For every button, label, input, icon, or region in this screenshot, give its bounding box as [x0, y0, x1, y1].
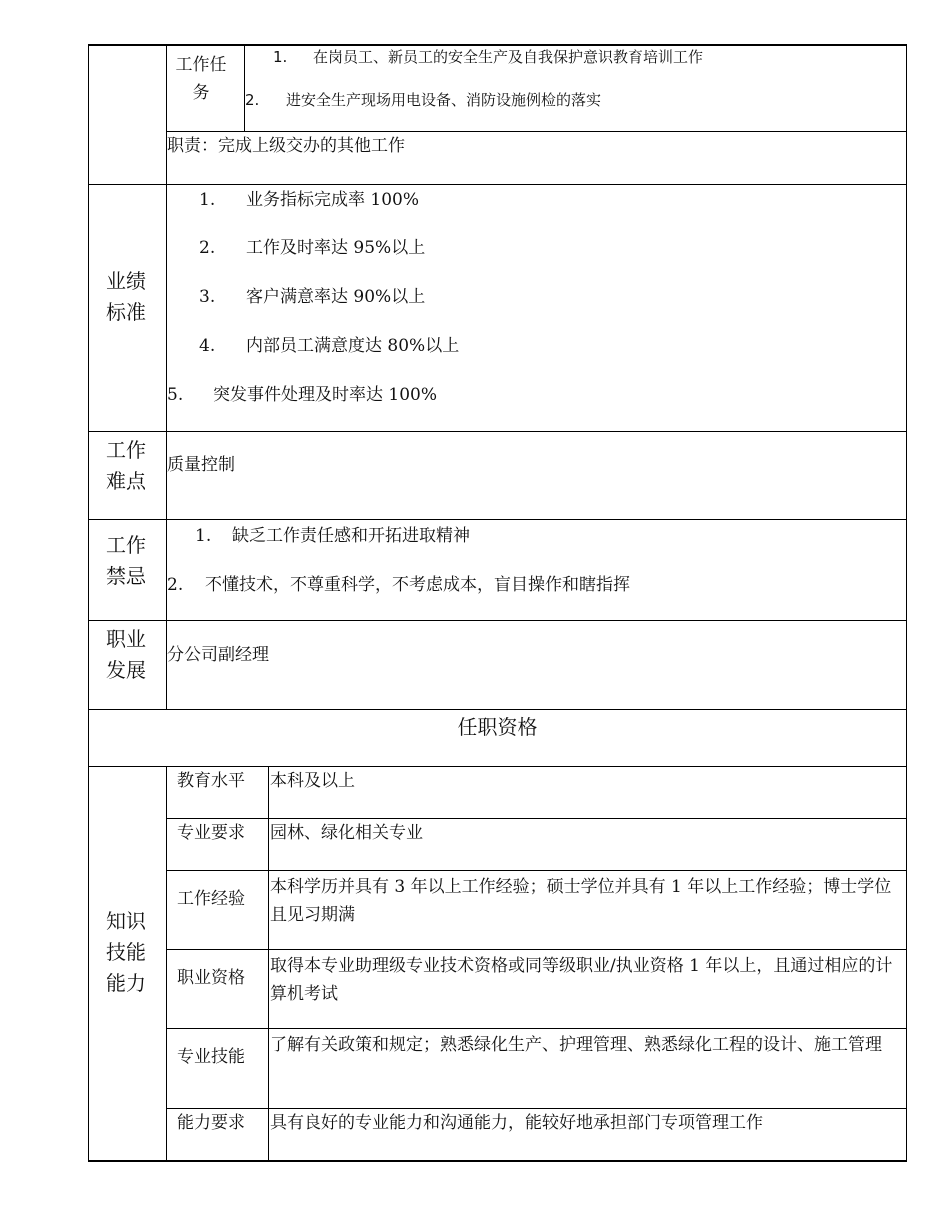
qualification-side-label-line3: 能力: [106, 971, 146, 995]
performance-item-3-num: 3.: [199, 287, 216, 307]
qualification-side-label-line2: 技能: [106, 940, 146, 964]
section-divider-3: [88, 519, 907, 520]
section-divider-4: [88, 620, 907, 621]
taboo-label-line1: 工作: [106, 533, 146, 557]
task-row-divider: [166, 131, 907, 132]
section-divider-2: [88, 431, 907, 432]
qualification-row-5-label: 专业技能: [177, 1047, 245, 1067]
taboo-label-line2: 禁忌: [106, 564, 146, 588]
qualification-row-3-label: 工作经验: [177, 889, 245, 909]
task-item-1-text: 在岗员工、新员工的安全生产及自我保护意识教育培训工作: [313, 48, 704, 66]
performance-item-2-num: 2.: [199, 238, 216, 258]
taboo-item-1-num: 1.: [195, 526, 212, 546]
qualification-row-4-value: 取得本专业助理级专业技术资格或同等级职业/执业资格 1 年以上，且通过相应的计算机考试: [270, 956, 893, 1004]
qualification-row-divider-5: [166, 1108, 907, 1109]
performance-item-4-num: 4.: [199, 336, 216, 356]
table-border-bottom: [88, 1160, 907, 1162]
qualification-row-divider-2: [166, 870, 907, 871]
performance-item-2-text: 工作及时率达 95%以上: [246, 238, 426, 258]
difficulty-label-line1: 工作: [106, 438, 146, 462]
qualification-row-2-label: 专业要求: [177, 823, 245, 843]
section-divider-1: [88, 184, 907, 185]
table-border-right: [906, 44, 907, 1162]
performance-item-5-num: 5.: [167, 385, 184, 405]
performance-item-4-text: 内部员工满意度达 80%以上: [246, 336, 460, 356]
qualification-title: 任职资格: [457, 715, 538, 739]
task-item-2-num: 2.: [245, 91, 260, 109]
taboo-item-2-num: 2.: [167, 575, 184, 595]
performance-item-3-text: 客户满意率达 90%以上: [246, 287, 426, 307]
task-item-1-num: 1.: [273, 48, 288, 66]
qualification-row-4-label: 职业资格: [177, 968, 245, 988]
qualification-row-1-value: 本科及以上: [270, 771, 355, 791]
performance-label-line2: 标准: [106, 300, 146, 324]
section-divider-5: [88, 709, 907, 710]
qualification-row-1-label: 教育水平: [177, 771, 245, 791]
performance-item-1-text: 业务指标完成率 100%: [246, 190, 420, 210]
task-item-2-text: 进安全生产现场用电设备、消防设施例检的落实: [286, 91, 602, 109]
difficulty-text: 质量控制: [167, 455, 235, 475]
section-divider-6: [88, 766, 907, 767]
qualification-row-3-value: 本科学历并具有 3 年以上工作经验；硕士学位并具有 1 年以上工作经验；博士学位且见习期满: [270, 877, 892, 925]
qualification-label-divider: [268, 766, 269, 1162]
taboo-item-2-text: 不懂技术，不尊重科学，不考虑成本，盲目操作和瞎指挥: [205, 575, 630, 595]
label-column-divider-lower: [166, 766, 167, 1162]
qualification-row-5-value: 了解有关政策和规定；熟悉绿化生产、护理管理、熟悉绿化工程的设计、施工管理: [270, 1035, 882, 1055]
qualification-row-divider-4: [166, 1028, 907, 1029]
task-label: 工作任务: [175, 55, 227, 103]
career-label-line2: 发展: [106, 658, 146, 682]
career-text: 分公司副经理: [167, 645, 269, 665]
difficulty-label-line2: 难点: [106, 469, 146, 493]
responsibility-text: 职责：完成上级交办的其他工作: [167, 136, 405, 156]
career-label-line1: 职业: [106, 627, 146, 651]
qualification-row-6-value: 具有良好的专业能力和沟通能力，能较好地承担部门专项管理工作: [270, 1113, 763, 1133]
qualification-row-divider-1: [166, 818, 907, 819]
qualification-row-divider-3: [166, 949, 907, 950]
taboo-item-1-text: 缺乏工作责任感和开拓进取精神: [232, 526, 470, 546]
performance-item-5-text: 突发事件处理及时率达 100%: [213, 385, 438, 405]
qualification-row-6-label: 能力要求: [177, 1113, 245, 1133]
qualification-side-label-line1: 知识: [106, 909, 146, 933]
table-border-left: [88, 44, 89, 1162]
qualification-row-2-value: 园林、绿化相关专业: [270, 823, 423, 843]
performance-label-line1: 业绩: [106, 269, 146, 293]
performance-item-1-num: 1.: [199, 190, 216, 210]
